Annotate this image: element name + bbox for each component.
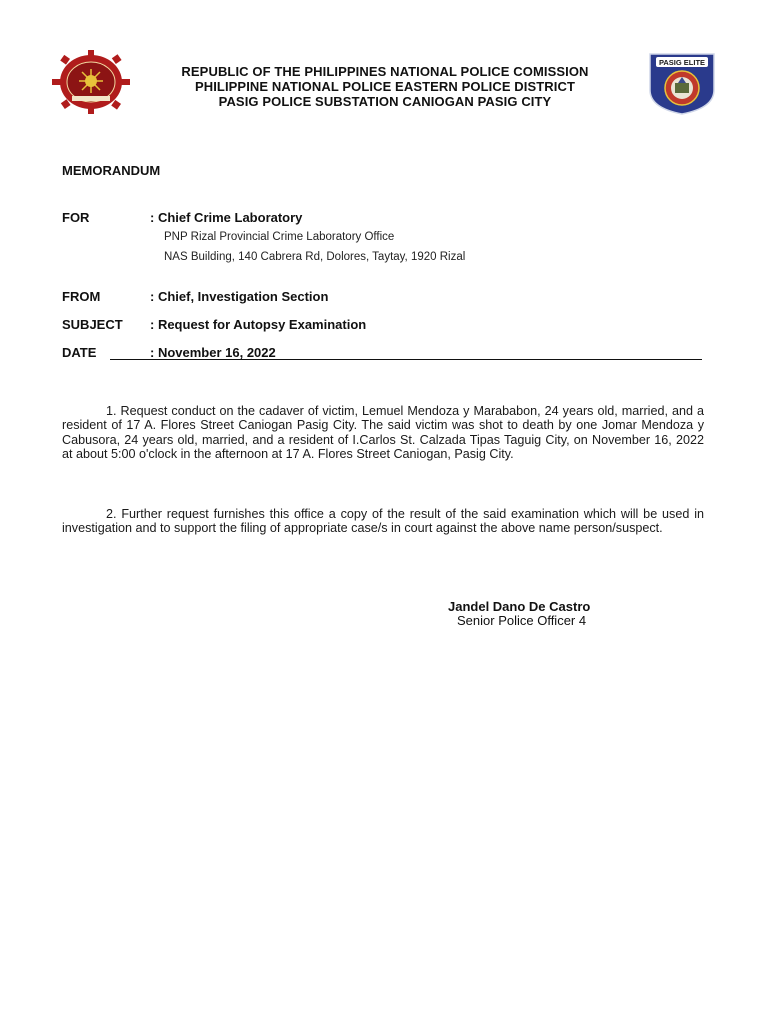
signatory-name: Jandel Dano De Castro [448,599,591,614]
badge-banner-text: PASIG ELITE [658,58,706,67]
date-label: DATE [62,345,97,360]
body-paragraph-2-text: 2. Further request furnishes this office a copy of the result of the said examination which will be used in investigation and to support the filing of appropriate case/s in court against the above name person/suspect. [62,507,704,536]
memo-title: MEMORANDUM [62,163,161,178]
pasig-elite-badge-logo [646,50,718,116]
letterhead-line-1: REPUBLIC OF THE PHILIPPINES NATIONAL POLICE COMISSION [181,64,589,79]
letterhead-line-3: PASIG POLICE SUBSTATION CANIOGAN PASIG CITY [218,94,552,109]
body-paragraph-1-text: 1. Request conduct on the cadaver of victim, Lemuel Mendoza y Marababon, 24 years old, married, and a resident of 17 A. Flores Street Caniogan Pasig City. The said victim was shot to death by one Jomar Mendoza y Cabusora, 24 years old, married, and a resident of I.Carlos St. Calzada Tipas Taguig City, on November 16, 2022 at about 5:00 o'clock in the afternoon at 17 A. Flores Street Caniogan, Pasig City. [62,404,704,462]
from-value: : Chief, Investigation Section [150,289,329,304]
for-label: FOR [62,210,90,225]
from-label: FROM [62,289,101,304]
date-value: : November 16, 2022 [150,345,276,360]
body-paragraph-1 [62,404,704,462]
for-value: : Chief Crime Laboratory [150,210,303,225]
for-address-line-1: PNP Rizal Provincial Crime Laboratory Office [164,231,395,243]
date-underline [110,359,702,360]
signatory-rank: Senior Police Officer 4 [457,613,587,628]
subject-label: SUBJECT [62,317,123,332]
letterhead [130,64,640,109]
subject-value: : Request for Autopsy Examination [150,317,367,332]
letterhead-line-2: PHILIPPINE NATIONAL POLICE EASTERN POLICE DISTRICT [194,79,576,94]
for-address-line-2: NAS Building, 140 Cabrera Rd, Dolores, Taytay, 1920 Rizal [164,251,466,263]
pnp-seal-logo [52,50,130,114]
body-paragraph-2 [62,507,704,536]
